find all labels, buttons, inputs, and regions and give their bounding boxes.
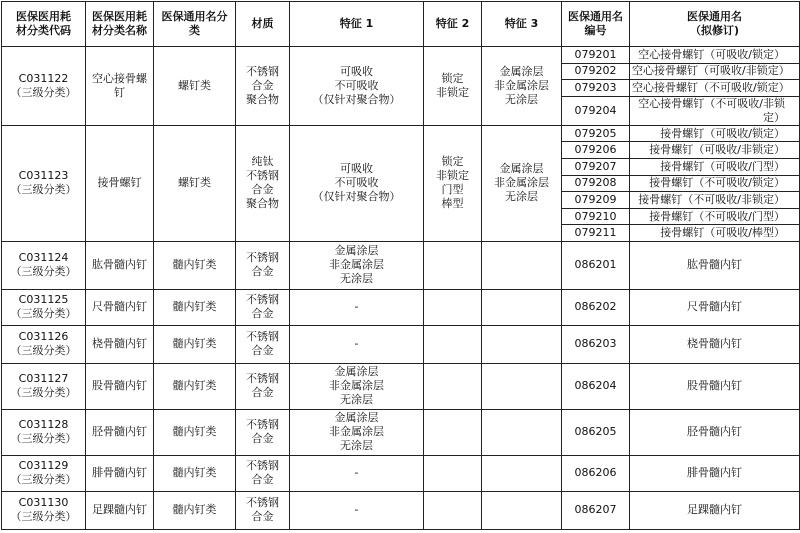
feature-1: 金属涂层 非金属涂层 无涂层 (290, 363, 424, 409)
generic-name: 足踝髓内钉 (630, 491, 800, 529)
generic-category: 髓内钉类 (154, 491, 236, 529)
feature-1: 可吸收 不可吸收 （仅针对聚合物） (290, 47, 424, 126)
feature-2 (424, 491, 482, 529)
category-code: C031129 （三级分类） (2, 455, 86, 491)
generic-name: 尺骨髓内钉 (630, 289, 800, 325)
material: 不锈钢 合金 聚合物 (236, 47, 290, 126)
generic-no: 079207 (562, 158, 630, 175)
generic-name: 空心接骨螺钉（不可吸收/非锁定） (630, 96, 800, 125)
header-generic-name: 医保通用名 （拟修订) (630, 2, 800, 47)
feature-3 (482, 363, 562, 409)
generic-no: 079204 (562, 96, 630, 125)
feature-3 (482, 241, 562, 289)
generic-no: 086206 (562, 455, 630, 491)
category-code: C031128 （三级分类） (2, 409, 86, 455)
material: 不锈钢 合金 (236, 289, 290, 325)
feature-3 (482, 455, 562, 491)
feature-3 (482, 491, 562, 529)
header-feature-2: 特征 2 (424, 2, 482, 47)
material: 不锈钢 合金 (236, 409, 290, 455)
generic-no: 086201 (562, 241, 630, 289)
header-category: 医保通用名分 类 (154, 2, 236, 47)
generic-no: 086203 (562, 325, 630, 363)
generic-category: 髓内钉类 (154, 455, 236, 491)
feature-1: - (290, 325, 424, 363)
generic-no: 079202 (562, 63, 630, 80)
feature-3: 金属涂层 非金属涂层 无涂层 (482, 125, 562, 241)
material: 不锈钢 合金 (236, 363, 290, 409)
feature-2 (424, 455, 482, 491)
generic-category: 髓内钉类 (154, 241, 236, 289)
generic-name: 接骨螺钉（不可吸收/非锁定） (630, 192, 800, 209)
table-row (2, 491, 800, 529)
generic-name: 胫骨髓内钉 (630, 409, 800, 455)
table-header (2, 2, 800, 47)
table-row (2, 289, 800, 325)
generic-name: 接骨螺钉（可吸收/非锁定） (630, 142, 800, 159)
table-row (2, 125, 800, 142)
generic-no: 079209 (562, 192, 630, 209)
feature-1: - (290, 289, 424, 325)
material: 不锈钢 合金 (236, 491, 290, 529)
header-code: 医保医用耗 材分类代码 (2, 2, 86, 47)
generic-name: 接骨螺钉（不可吸收/门型） (630, 208, 800, 225)
generic-category: 髓内钉类 (154, 325, 236, 363)
category-code: C031123 （三级分类） (2, 125, 86, 241)
table-row (2, 455, 800, 491)
feature-2 (424, 409, 482, 455)
generic-name: 股骨髓内钉 (630, 363, 800, 409)
table-row (2, 409, 800, 455)
generic-name: 空心接骨螺钉（可吸收/锁定） (630, 47, 800, 64)
generic-no: 079211 (562, 225, 630, 242)
category-code: C031124 （三级分类） (2, 241, 86, 289)
category-name: 空心接骨螺 钉 (86, 47, 154, 126)
generic-category: 螺钉类 (154, 47, 236, 126)
generic-name: 空心接骨螺钉（可吸收/非锁定） (630, 63, 800, 80)
category-name: 接骨螺钉 (86, 125, 154, 241)
feature-1: 可吸收 不可吸收 （仅针对聚合物） (290, 125, 424, 241)
category-name: 胫骨髓内钉 (86, 409, 154, 455)
generic-name: 桡骨髓内钉 (630, 325, 800, 363)
generic-name: 空心接骨螺钉（不可吸收/锁定） (630, 80, 800, 97)
feature-2 (424, 289, 482, 325)
feature-1: 金属涂层 非金属涂层 无涂层 (290, 241, 424, 289)
generic-category: 髓内钉类 (154, 409, 236, 455)
generic-name: 肱骨髓内钉 (630, 241, 800, 289)
header-feature-1: 特征 1 (290, 2, 424, 47)
feature-3: 金属涂层 非金属涂层 无涂层 (482, 47, 562, 126)
generic-no: 086205 (562, 409, 630, 455)
feature-3 (482, 409, 562, 455)
generic-no: 079203 (562, 80, 630, 97)
material: 不锈钢 合金 (236, 455, 290, 491)
header-material: 材质 (236, 2, 290, 47)
table-row (2, 47, 800, 64)
feature-1: - (290, 491, 424, 529)
feature-2: 锁定 非锁定 (424, 47, 482, 126)
generic-category: 髓内钉类 (154, 363, 236, 409)
generic-no: 079206 (562, 142, 630, 159)
material: 不锈钢 合金 (236, 325, 290, 363)
feature-2 (424, 241, 482, 289)
feature-2 (424, 325, 482, 363)
generic-category: 螺钉类 (154, 125, 236, 241)
feature-3 (482, 289, 562, 325)
category-code: C031130 （三级分类） (2, 491, 86, 529)
header-name: 医保医用耗 材分类名称 (86, 2, 154, 47)
feature-2 (424, 363, 482, 409)
generic-no: 079205 (562, 125, 630, 142)
feature-1: - (290, 455, 424, 491)
generic-name: 腓骨髓内钉 (630, 455, 800, 491)
header-generic-no: 医保通用名 编号 (562, 2, 630, 47)
category-name: 桡骨髓内钉 (86, 325, 154, 363)
generic-no: 086207 (562, 491, 630, 529)
category-code: C031127 （三级分类） (2, 363, 86, 409)
generic-name: 接骨螺钉（可吸收/锁定） (630, 125, 800, 142)
category-code: C031126 （三级分类） (2, 325, 86, 363)
category-name: 足踝髓内钉 (86, 491, 154, 529)
table-row (2, 241, 800, 289)
category-name: 股骨髓内钉 (86, 363, 154, 409)
material: 纯钛 不锈钢 合金 聚合物 (236, 125, 290, 241)
category-name: 尺骨髓内钉 (86, 289, 154, 325)
generic-category: 髓内钉类 (154, 289, 236, 325)
generic-no: 079208 (562, 175, 630, 192)
material: 不锈钢 合金 (236, 241, 290, 289)
header-feature-3: 特征 3 (482, 2, 562, 47)
feature-2: 锁定 非锁定 门型 棒型 (424, 125, 482, 241)
generic-name: 接骨螺钉（可吸收/棒型） (630, 225, 800, 242)
generic-no: 079210 (562, 208, 630, 225)
generic-no: 086204 (562, 363, 630, 409)
generic-no: 079201 (562, 47, 630, 64)
table-row (2, 325, 800, 363)
table-row (2, 363, 800, 409)
feature-3 (482, 325, 562, 363)
category-name: 腓骨髓内钉 (86, 455, 154, 491)
category-code: C031125 （三级分类） (2, 289, 86, 325)
generic-no: 086202 (562, 289, 630, 325)
category-name: 肱骨髓内钉 (86, 241, 154, 289)
generic-name: 接骨螺钉（不可吸收/锁定） (630, 175, 800, 192)
catalog-table (1, 1, 800, 530)
category-code: C031122 （三级分类） (2, 47, 86, 126)
generic-name: 接骨螺钉（可吸收/门型） (630, 158, 800, 175)
feature-1: 金属涂层 非金属涂层 无涂层 (290, 409, 424, 455)
